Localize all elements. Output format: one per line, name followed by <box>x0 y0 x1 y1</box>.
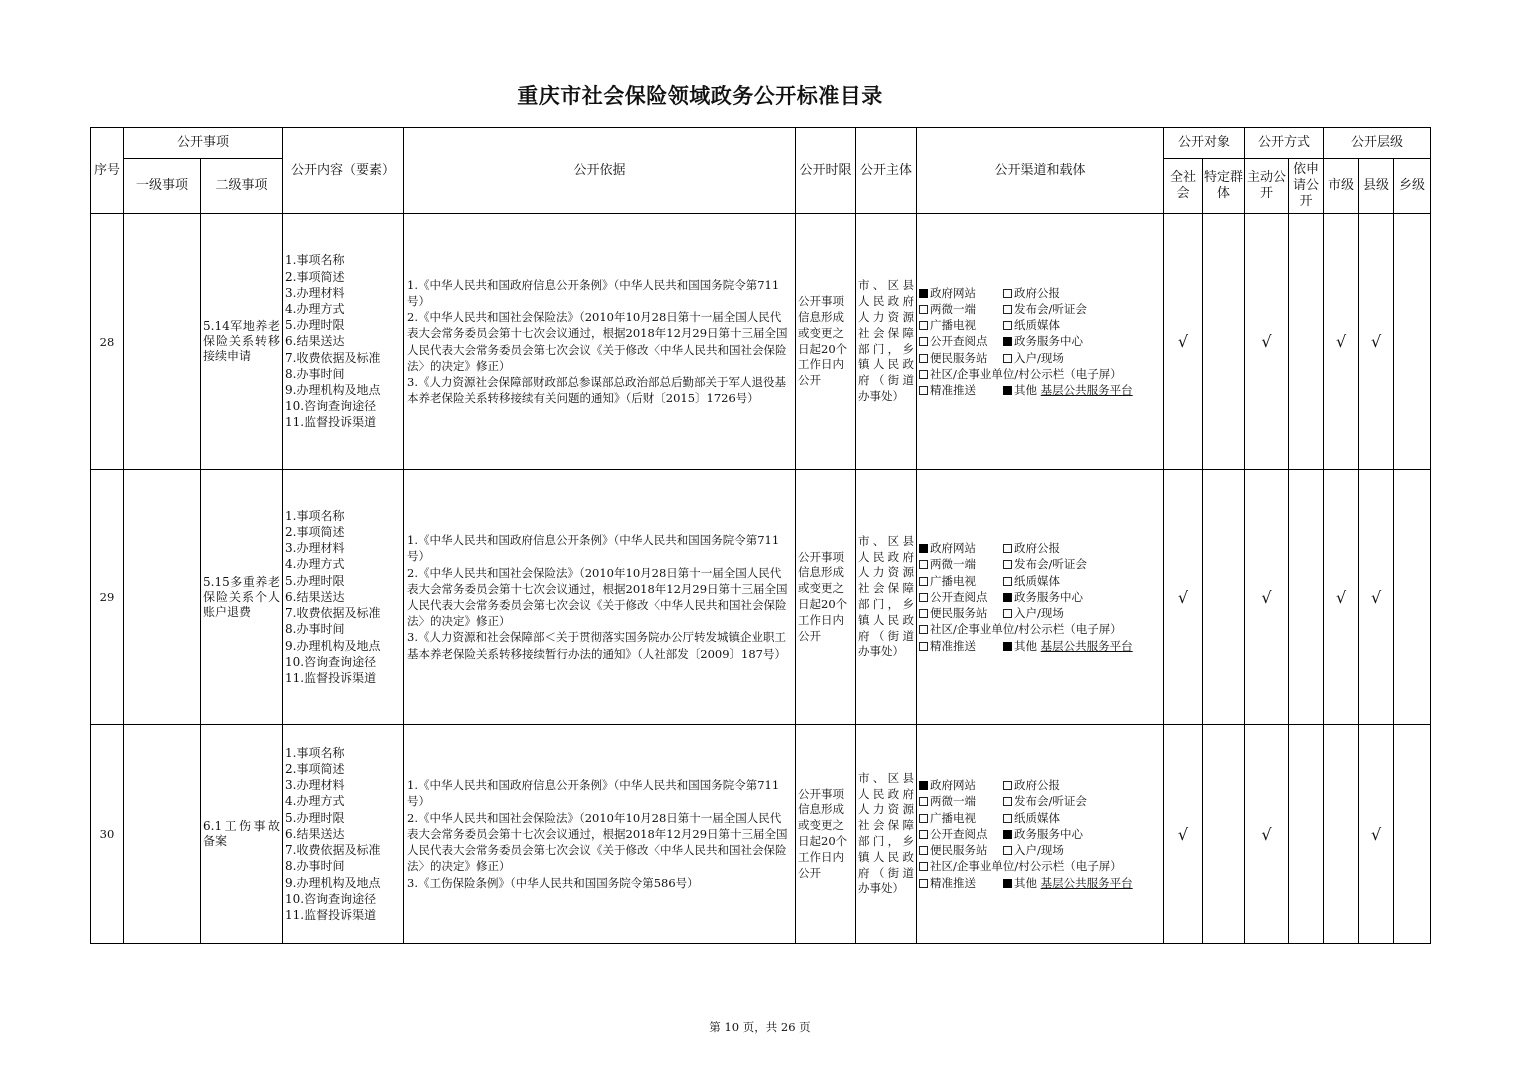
check-m-apply <box>1289 725 1324 944</box>
content-item: 11.监督投诉渠道 <box>285 907 377 922</box>
check-lv-city <box>1324 725 1359 944</box>
basis-item: 2.《中华人民共和国社会保险法》（2010年10月28日第十一届全国人民代表大会常务委员会第十七次会议通过，根据2018年12月29日第十三届全国人民代表大会常务委员会第七次会议《关于修改〈中华人民共和国社会保险法〉的决定》修正） <box>407 310 788 373</box>
header-audience: 公开对象 <box>1164 128 1245 159</box>
unchecked-box-icon <box>1003 354 1012 363</box>
channel-label: 纸质媒体 <box>1014 573 1061 588</box>
channel-label: 社区/企事业单位/村公示栏（电子屏） <box>930 622 1122 637</box>
unchecked-box-icon <box>1003 609 1012 618</box>
checked-box-icon <box>1003 593 1012 602</box>
unchecked-box-icon <box>919 879 928 888</box>
channel-label: 社区/企事业单位/村公示栏（电子屏） <box>930 366 1122 381</box>
content-item: 10.咨询查询途径 <box>285 399 377 414</box>
channel-label: 入户/现场 <box>1014 606 1064 621</box>
content-cell <box>283 470 404 725</box>
content-item: 1.事项名称 <box>285 745 345 760</box>
channel-label: 入户/现场 <box>1014 350 1064 365</box>
subject-cell <box>856 214 917 470</box>
header-channels: 公开渠道和载体 <box>917 128 1164 214</box>
unchecked-box-icon <box>1003 577 1012 586</box>
check-aud-all <box>1164 725 1203 944</box>
header-basis: 公开依据 <box>404 128 796 214</box>
header-m-active: 主动公开 <box>1245 159 1289 214</box>
subject-text: 市、区县人民政府人力资源社会保障部门，乡镇人民政府（街道办事处） <box>858 770 915 896</box>
unchecked-box-icon <box>1003 544 1012 553</box>
channel-label: 广播电视 <box>930 810 977 825</box>
channel-label: 纸质媒体 <box>1014 318 1061 333</box>
channel-label: 政务服务中心 <box>1014 826 1084 841</box>
level1-cell <box>124 214 201 470</box>
basis-item: 2.《中华人民共和国社会保险法》（2010年10月28日第十一届全国人民代表大会常务委员会第十七次会议通过，根据2018年12月29日第十三届全国人民代表大会常务委员会第七次会议《关于修改〈中华人民共和国社会保险法〉的决定》修正） <box>407 565 788 629</box>
table-row <box>91 725 1431 944</box>
unchecked-box-icon <box>1003 846 1012 855</box>
page-title: 重庆市社会保险领域政务公开标准目录 <box>517 83 883 108</box>
level1-cell <box>124 470 201 725</box>
content-item: 1.事项名称 <box>285 508 345 523</box>
channels-cell <box>917 725 1164 944</box>
check-lv-town <box>1394 214 1431 470</box>
level2-cell <box>201 214 283 470</box>
unchecked-box-icon <box>919 305 928 314</box>
unchecked-box-icon <box>1003 321 1012 330</box>
unchecked-box-icon <box>919 862 928 871</box>
basis-item: 2.《中华人民共和国社会保险法》（2010年10月28日第十一届全国人民代表大会常务委员会第十七次会议通过，根据2018年12月29日第十三届全国人民代表大会常务委员会第七次会议《关于修改〈中华人民共和国社会保险法〉的决定》修正） <box>407 810 788 874</box>
checkmark-icon: √ <box>1261 587 1272 607</box>
channel-label: 便民服务站 <box>930 843 988 858</box>
check-lv-county <box>1359 470 1394 725</box>
check-m-active <box>1245 725 1289 944</box>
unchecked-box-icon <box>1003 814 1012 823</box>
table-row <box>91 214 1431 470</box>
content-item: 8.办事时间 <box>285 859 345 874</box>
channel-label: 政府网站 <box>930 778 977 793</box>
check-lv-town <box>1394 725 1431 944</box>
checked-box-icon <box>1003 642 1012 651</box>
period-cell <box>796 725 856 944</box>
header-lv-city: 市级 <box>1324 159 1359 214</box>
content-item: 3.办理材料 <box>285 541 345 556</box>
channel-other-text: 基层公共服务平台 <box>1040 638 1133 653</box>
unchecked-box-icon <box>919 560 928 569</box>
period-cell <box>796 214 856 470</box>
unchecked-box-icon <box>919 846 928 855</box>
checkmark-icon: √ <box>1370 587 1382 607</box>
unchecked-box-icon <box>919 354 928 363</box>
check-m-active <box>1245 214 1289 470</box>
content-item: 2.事项简述 <box>285 269 345 284</box>
checkmark-icon: √ <box>1335 587 1347 607</box>
basis-item: 1.《中华人民共和国政府信息公开条例》（中华人民共和国国务院令第711号） <box>407 778 780 809</box>
channel-other-text: 基层公共服务平台 <box>1040 875 1133 890</box>
content-item: 9.办理机构及地点 <box>285 638 381 653</box>
checked-box-icon <box>1003 879 1012 888</box>
content-item: 4.办理方式 <box>285 301 345 316</box>
unchecked-box-icon <box>1003 781 1012 790</box>
basis-item: 1.《中华人民共和国政府信息公开条例》（中华人民共和国国务院令第711号） <box>407 533 780 564</box>
content-item: 11.监督投诉渠道 <box>285 415 377 430</box>
unchecked-box-icon <box>919 370 928 379</box>
channels-cell <box>917 470 1164 725</box>
channels-cell <box>917 214 1164 470</box>
content-item: 9.办理机构及地点 <box>285 875 381 890</box>
header-content: 公开内容（要素） <box>283 128 404 214</box>
channel-label: 两微一端 <box>930 301 977 316</box>
check-m-apply <box>1289 470 1324 725</box>
unchecked-box-icon <box>919 386 928 395</box>
header-aud-all: 全社会 <box>1164 159 1203 214</box>
header-level2: 二级事项 <box>201 159 283 214</box>
content-item: 4.办理方式 <box>285 794 345 809</box>
checkmark-icon: √ <box>1335 332 1347 351</box>
basis-cell <box>404 214 796 470</box>
header-level1: 一级事项 <box>124 159 201 214</box>
level2-cell <box>201 470 283 725</box>
content-item: 7.收费依据及标准 <box>285 843 381 858</box>
channel-label: 纸质媒体 <box>1014 810 1061 825</box>
catalog-table <box>90 127 1431 944</box>
unchecked-box-icon <box>919 814 928 823</box>
page-footer: 第 10 页，共 26 页 <box>709 1020 811 1034</box>
channel-label: 精准推送 <box>930 638 977 653</box>
channel-label: 政府网站 <box>930 541 977 556</box>
channel-label: 社区/企事业单位/村公示栏（电子屏） <box>930 859 1122 874</box>
channel-label: 精准推送 <box>930 383 977 397</box>
checked-box-icon <box>1003 386 1012 395</box>
header-aud-group: 特定群体 <box>1203 159 1245 214</box>
check-lv-town <box>1394 470 1431 725</box>
channel-label: 便民服务站 <box>930 350 988 365</box>
basis-cell <box>404 470 796 725</box>
seq-cell: 29 <box>91 470 124 725</box>
header-method: 公开方式 <box>1245 128 1324 159</box>
channel-label: 广播电视 <box>930 573 977 588</box>
level2-cell <box>201 725 283 944</box>
check-lv-city <box>1324 214 1359 470</box>
unchecked-box-icon <box>919 609 928 618</box>
channel-label: 发布会/听证会 <box>1014 557 1087 572</box>
basis-item: 3.《工伤保险条例》（中华人民共和国国务院令第586号） <box>407 875 699 890</box>
channel-label: 公开查阅点 <box>930 826 988 841</box>
content-item: 4.办理方式 <box>285 557 345 572</box>
subject-text: 市、区县人民政府人力资源社会保障部门，乡镇人民政府（街道办事处） <box>858 533 915 659</box>
basis-item: 3.《人力资源和社会保障部＜关于贯彻落实国务院办公厅转发城镇企业职工基本养老保险关系转移接续暂行办法的通知》（人社部发〔2009〕187号） <box>407 630 786 661</box>
basis-item: 1.《中华人民共和国政府信息公开条例》（中华人民共和国国务院令第711号） <box>407 277 780 308</box>
header-subject: 公开主体 <box>856 128 917 214</box>
period-text: 公开事项信息形成或变更之日起20个工作日内公开 <box>798 294 848 388</box>
level2-text: 6.1工伤事故备案 <box>203 819 281 848</box>
check-lv-county <box>1359 214 1394 470</box>
checkmark-icon: √ <box>1177 824 1189 844</box>
period-text: 公开事项信息形成或变更之日起20个工作日内公开 <box>798 549 848 643</box>
period-cell <box>796 470 856 725</box>
channel-other-text: 基层公共服务平台 <box>1040 383 1133 397</box>
unchecked-box-icon <box>1003 560 1012 569</box>
unchecked-box-icon <box>919 797 928 806</box>
content-item: 6.结果送达 <box>285 589 345 604</box>
header-m-apply: 依申请公开 <box>1289 159 1324 214</box>
channel-label: 政府网站 <box>930 285 977 300</box>
content-cell <box>283 214 404 470</box>
level2-text: 5.15多重养老保险关系个人账户退费 <box>203 574 281 619</box>
subject-text: 市、区县人民政府人力资源社会保障部门，乡镇人民政府（街道办事处） <box>858 278 915 403</box>
unchecked-box-icon <box>1003 797 1012 806</box>
header-seq: 序号 <box>91 128 124 214</box>
check-aud-all <box>1164 470 1203 725</box>
period-text: 公开事项信息形成或变更之日起20个工作日内公开 <box>798 786 848 880</box>
channel-label: 其他 <box>1014 383 1038 397</box>
checked-box-icon <box>1003 337 1012 346</box>
checked-box-icon <box>919 289 928 298</box>
channel-label: 政务服务中心 <box>1014 589 1084 604</box>
content-item: 2.事项简述 <box>285 525 345 540</box>
basis-cell <box>404 725 796 944</box>
content-item: 8.办事时间 <box>285 622 345 637</box>
unchecked-box-icon <box>919 337 928 346</box>
channel-label: 政府公报 <box>1014 541 1061 556</box>
checked-box-icon <box>919 544 928 553</box>
unchecked-box-icon <box>919 830 928 839</box>
header-matter: 公开事项 <box>124 128 283 159</box>
content-item: 5.办理时限 <box>285 573 345 588</box>
checkmark-icon: √ <box>1177 587 1189 607</box>
check-lv-county <box>1359 725 1394 944</box>
channel-label: 发布会/听证会 <box>1014 794 1087 809</box>
level2-text: 5.14军地养老保险关系转移接续申请 <box>203 319 281 363</box>
channel-label: 便民服务站 <box>930 606 988 621</box>
content-item: 10.咨询查询途径 <box>285 891 377 906</box>
content-item: 6.结果送达 <box>285 826 345 841</box>
channel-label: 广播电视 <box>930 318 977 333</box>
check-lv-city <box>1324 470 1359 725</box>
checkmark-icon: √ <box>1370 332 1382 351</box>
checkmark-icon: √ <box>1261 332 1272 351</box>
content-item: 3.办理材料 <box>285 285 345 300</box>
unchecked-box-icon <box>919 642 928 651</box>
content-item: 11.监督投诉渠道 <box>285 670 377 685</box>
check-aud-group <box>1203 725 1245 944</box>
checkmark-icon: √ <box>1261 824 1272 844</box>
checkmark-icon: √ <box>1177 332 1189 351</box>
check-aud-group <box>1203 214 1245 470</box>
content-item: 5.办理时限 <box>285 318 345 333</box>
channel-label: 政务服务中心 <box>1014 334 1084 349</box>
checked-box-icon <box>919 781 928 790</box>
check-m-apply <box>1289 214 1324 470</box>
content-item: 5.办理时限 <box>285 810 345 825</box>
unchecked-box-icon <box>919 577 928 586</box>
channel-label: 其他 <box>1014 638 1038 653</box>
seq-cell: 30 <box>91 725 124 944</box>
channel-label: 政府公报 <box>1014 778 1061 793</box>
content-item: 10.咨询查询途径 <box>285 654 377 669</box>
level1-cell <box>124 725 201 944</box>
check-aud-group <box>1203 470 1245 725</box>
seq-cell: 28 <box>91 214 124 470</box>
check-m-active <box>1245 470 1289 725</box>
basis-item: 3.《人力资源社会保障部财政部总参谋部总政治部总后勤部关于军人退役基本养老保险关系转移接续有关问题的通知》（后财〔2015〕1726号） <box>407 374 786 406</box>
unchecked-box-icon <box>919 321 928 330</box>
unchecked-box-icon <box>1003 289 1012 298</box>
unchecked-box-icon <box>919 625 928 634</box>
content-item: 6.结果送达 <box>285 334 345 349</box>
channel-label: 发布会/听证会 <box>1014 301 1087 316</box>
header-lv-county: 县级 <box>1359 159 1394 214</box>
channel-label: 两微一端 <box>930 794 977 809</box>
subject-cell <box>856 470 917 725</box>
content-item: 9.办理机构及地点 <box>285 383 381 397</box>
content-item: 7.收费依据及标准 <box>285 350 381 365</box>
header-period: 公开时限 <box>796 128 856 214</box>
channel-label: 入户/现场 <box>1014 843 1064 858</box>
channel-label: 公开查阅点 <box>930 589 988 604</box>
content-item: 7.收费依据及标准 <box>285 606 381 621</box>
header-level: 公开层级 <box>1324 128 1431 159</box>
content-cell <box>283 725 404 944</box>
subject-cell <box>856 725 917 944</box>
table-row <box>91 470 1431 725</box>
check-aud-all <box>1164 214 1203 470</box>
header-lv-town: 乡级 <box>1394 159 1431 214</box>
channel-label: 公开查阅点 <box>930 334 988 349</box>
unchecked-box-icon <box>1003 305 1012 314</box>
channel-label: 其他 <box>1014 875 1038 890</box>
channel-label: 两微一端 <box>930 557 977 572</box>
content-item: 2.事项简述 <box>285 762 345 777</box>
unchecked-box-icon <box>919 593 928 602</box>
checked-box-icon <box>1003 830 1012 839</box>
channel-label: 精准推送 <box>930 875 977 890</box>
content-item: 3.办理材料 <box>285 778 345 793</box>
channel-label: 政府公报 <box>1014 285 1061 300</box>
content-item: 8.办事时间 <box>285 366 345 381</box>
content-item: 1.事项名称 <box>285 253 345 268</box>
checkmark-icon: √ <box>1370 824 1382 844</box>
